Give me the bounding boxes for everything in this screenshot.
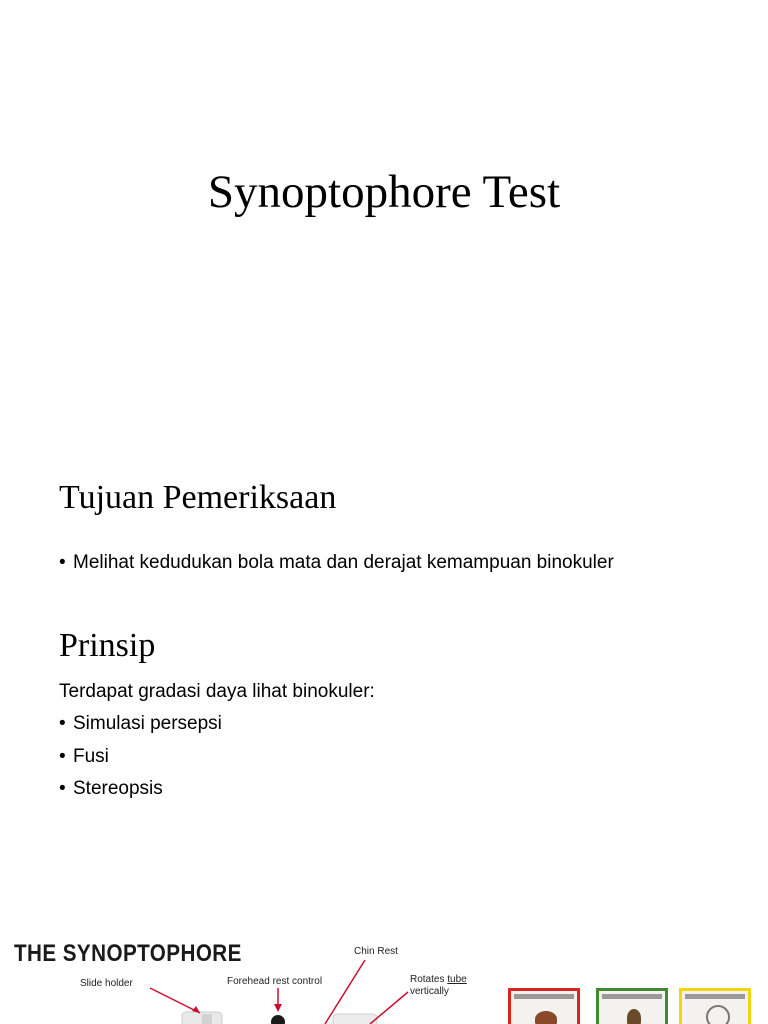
bullet-text: Fusi xyxy=(73,745,109,767)
bullet-icon: • xyxy=(59,778,66,799)
chin-rest-label: Chin Rest xyxy=(354,946,398,957)
card-header-bar xyxy=(685,994,745,999)
list-item xyxy=(59,777,222,810)
bullet-text: Melihat kedudukan bola mata dan derajat kemampuan binokuler xyxy=(73,552,614,573)
bullet-icon: • xyxy=(59,552,66,573)
rotates-prefix: Rotates xyxy=(410,974,445,985)
tujuan-heading: Tujuan Pemeriksaan xyxy=(59,479,337,516)
forehead-knob-shape xyxy=(271,1015,285,1024)
slide-holder-arrow xyxy=(150,988,200,1013)
slide-holder-detail xyxy=(202,1014,212,1024)
diagram-title: THE SYNOPTOPHORE xyxy=(14,940,242,967)
bullet-text: Stereopsis xyxy=(73,778,163,799)
synoptophore-diagram xyxy=(0,930,590,1024)
rotates-arrow xyxy=(370,992,408,1024)
bullet-icon: • xyxy=(59,745,66,767)
card-image-shape xyxy=(627,1009,641,1024)
list-item xyxy=(59,712,222,745)
slide-title: Synoptophore Test xyxy=(207,166,561,218)
prinsip-intro: Terdapat gradasi daya lihat binokuler: xyxy=(59,681,375,702)
slide-card-red xyxy=(508,988,580,1024)
tube-shape xyxy=(333,1014,377,1024)
card-image-shape xyxy=(535,1011,557,1024)
slide-card-yellow xyxy=(679,988,751,1024)
rotates-suffix: vertically xyxy=(410,986,449,997)
prinsip-bullet-list xyxy=(59,712,222,810)
forehead-arrowhead xyxy=(274,1004,282,1012)
card-image-shape xyxy=(706,1005,730,1024)
rotates-underlined-word: tube xyxy=(447,974,467,985)
card-header-bar xyxy=(602,994,662,999)
list-item xyxy=(59,745,222,778)
prinsip-heading: Prinsip xyxy=(59,627,156,664)
slide-card-green xyxy=(596,988,668,1024)
rotates-tube-label xyxy=(410,974,467,998)
tujuan-bullet-list xyxy=(59,551,614,584)
forehead-rest-control-label: Forehead rest control xyxy=(227,976,323,987)
bullet-text: Simulasi persepsi xyxy=(73,713,222,734)
bullet-icon: • xyxy=(59,713,66,734)
synoptophore-figure xyxy=(0,930,768,1024)
card-header-bar xyxy=(514,994,574,999)
list-item xyxy=(59,551,614,584)
slide-holder-label: Slide holder xyxy=(80,978,133,989)
